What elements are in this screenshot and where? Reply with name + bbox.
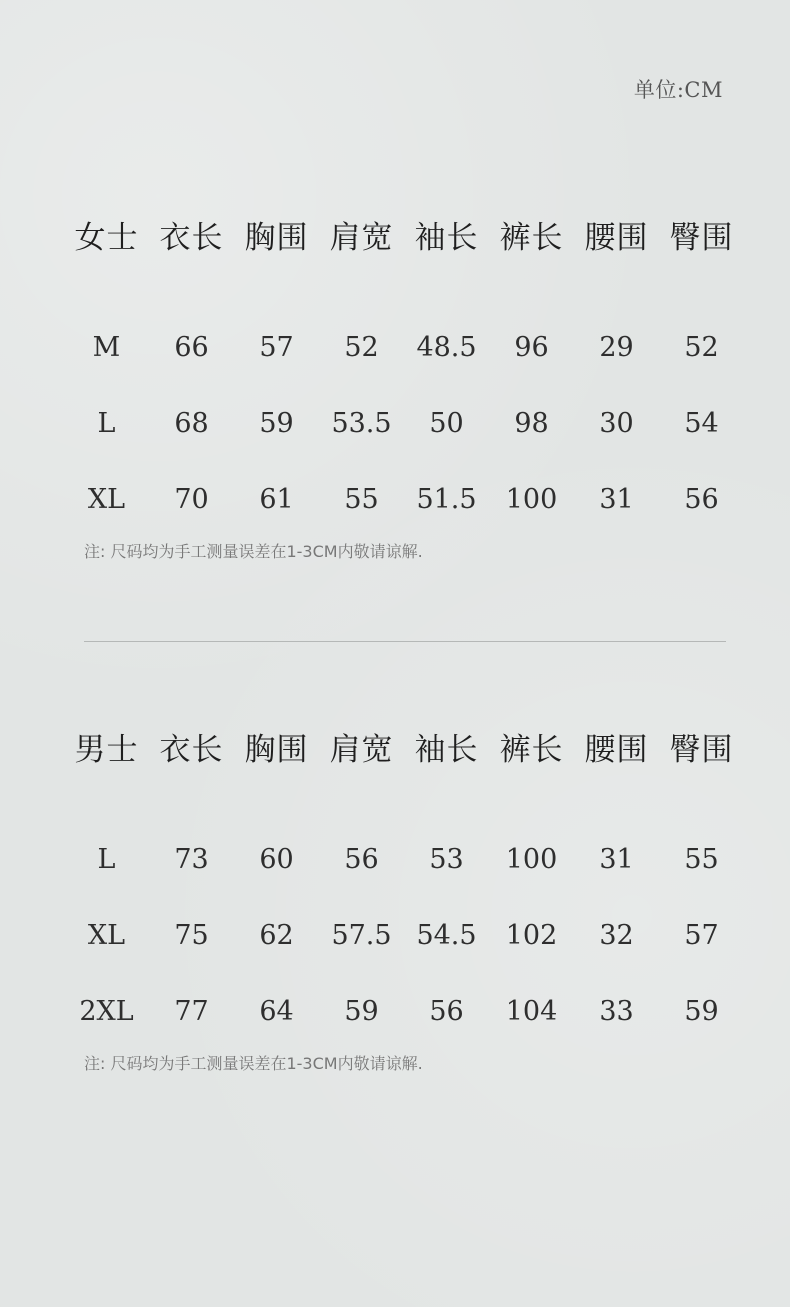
table-row xyxy=(64,385,744,461)
value-cell: 77 xyxy=(174,995,209,1027)
value-cell: 55 xyxy=(684,843,719,875)
table-row xyxy=(64,461,744,537)
header-cell: 腰围 xyxy=(584,220,649,256)
value-cell: 57 xyxy=(259,331,294,363)
value-cell: 59 xyxy=(259,407,294,439)
table-row xyxy=(64,973,744,1049)
value-cell: 53.5 xyxy=(331,407,392,439)
value-cell: 52 xyxy=(684,331,719,363)
value-cell: 100 xyxy=(505,843,558,875)
value-cell: 31 xyxy=(599,483,634,515)
value-cell: 68 xyxy=(174,407,209,439)
value-cell: 59 xyxy=(344,995,379,1027)
header-cell: 袖长 xyxy=(414,220,479,256)
value-cell: 62 xyxy=(259,919,294,951)
header-cell: 裤长 xyxy=(499,732,564,768)
table-row xyxy=(64,897,744,973)
table-row xyxy=(64,309,744,385)
header-cell: 臀围 xyxy=(669,220,734,256)
size-cell: 2XL xyxy=(79,995,134,1027)
size-cell: M xyxy=(92,331,121,363)
value-cell: 61 xyxy=(259,483,294,515)
header-cell: 肩宽 xyxy=(329,732,394,768)
value-cell: 75 xyxy=(174,919,209,951)
header-cell: 臀围 xyxy=(669,732,734,768)
size-cell: L xyxy=(97,407,116,439)
header-cell: 衣长 xyxy=(159,220,224,256)
men-header-row xyxy=(64,724,744,821)
size-cell: L xyxy=(97,843,116,875)
value-cell: 56 xyxy=(429,995,464,1027)
section-divider xyxy=(84,641,726,642)
header-cell: 袖长 xyxy=(414,732,479,768)
header-cell: 胸围 xyxy=(244,220,309,256)
value-cell: 29 xyxy=(599,331,634,363)
header-cell: 衣长 xyxy=(159,732,224,768)
value-cell: 56 xyxy=(344,843,379,875)
value-cell: 50 xyxy=(429,407,464,439)
value-cell: 48.5 xyxy=(416,331,477,363)
men-size-table xyxy=(64,724,744,1049)
value-cell: 31 xyxy=(599,843,634,875)
size-cell: XL xyxy=(87,919,126,951)
value-cell: 54 xyxy=(684,407,719,439)
value-cell: 100 xyxy=(505,483,558,515)
value-cell: 57 xyxy=(684,919,719,951)
value-cell: 60 xyxy=(259,843,294,875)
value-cell: 33 xyxy=(599,995,634,1027)
value-cell: 64 xyxy=(259,995,294,1027)
value-cell: 104 xyxy=(505,995,558,1027)
value-cell: 73 xyxy=(174,843,209,875)
value-cell: 30 xyxy=(599,407,634,439)
header-cell: 女士 xyxy=(74,220,139,256)
value-cell: 55 xyxy=(344,483,379,515)
value-cell: 96 xyxy=(514,331,549,363)
value-cell: 98 xyxy=(514,407,549,439)
value-cell: 66 xyxy=(174,331,209,363)
value-cell: 53 xyxy=(429,843,464,875)
value-cell: 57.5 xyxy=(331,919,392,951)
women-measurement-note: 注: 尺码均为手工测量误差在1-3CM内敬请谅解. xyxy=(84,542,423,561)
header-cell: 肩宽 xyxy=(329,220,394,256)
table-row xyxy=(64,821,744,897)
value-cell: 54.5 xyxy=(416,919,477,951)
men-measurement-note: 注: 尺码均为手工测量误差在1-3CM内敬请谅解. xyxy=(84,1054,423,1073)
value-cell: 52 xyxy=(344,331,379,363)
header-cell: 腰围 xyxy=(584,732,649,768)
header-cell: 胸围 xyxy=(244,732,309,768)
women-header-row xyxy=(64,212,744,309)
value-cell: 32 xyxy=(599,919,634,951)
size-cell: XL xyxy=(87,483,126,515)
women-size-table xyxy=(64,212,744,537)
value-cell: 70 xyxy=(174,483,209,515)
value-cell: 51.5 xyxy=(416,483,477,515)
value-cell: 56 xyxy=(684,483,719,515)
value-cell: 102 xyxy=(505,919,558,951)
header-cell: 裤长 xyxy=(499,220,564,256)
unit-label: 单位:CM xyxy=(633,78,723,102)
value-cell: 59 xyxy=(684,995,719,1027)
header-cell: 男士 xyxy=(74,732,139,768)
